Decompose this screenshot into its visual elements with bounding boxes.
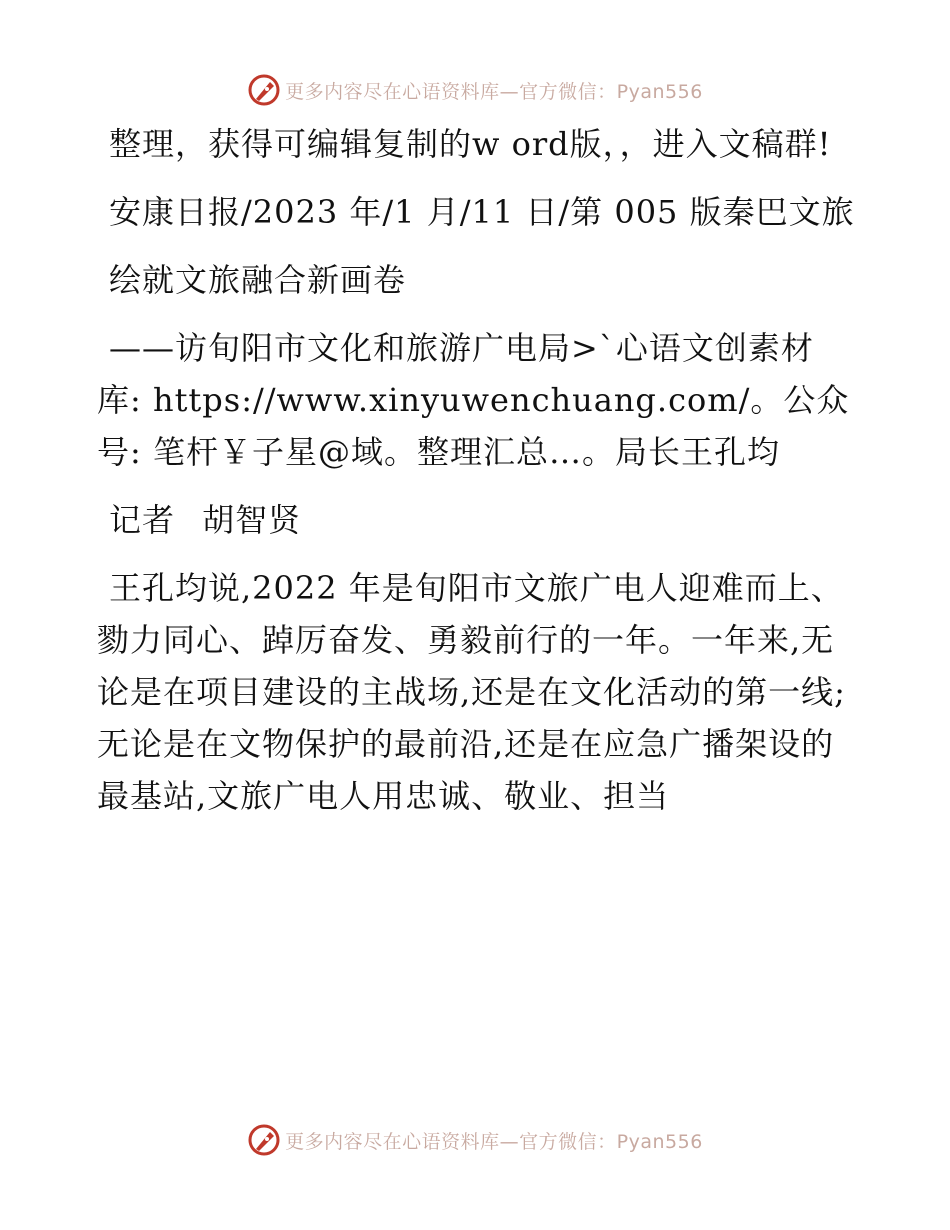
pen-nib-logo-icon xyxy=(247,1123,281,1157)
article-paragraph: 王孔均说,2022 年是旬阳市文旅广电人迎难而上、勠力同心、踔厉奋发、勇毅前行的一年。一年来,无论是在项目建设的主战场,还是在文化活动的第一线;无论是在文物保护的最前沿,还是在应急广播架设的最基站,文旅广电人用忠诚、敬业、担当 xyxy=(97,569,846,815)
footer-banner-text: 更多内容尽在心语资料库—官方微信：Pyan556 xyxy=(285,1130,703,1153)
article-source: 安康日报/2023 年/1 月/11 日/第 005 版秦巴文旅 xyxy=(109,193,855,231)
article-body xyxy=(97,118,857,822)
pen-nib-logo-icon xyxy=(247,73,281,107)
header-banner xyxy=(0,70,950,110)
footer-banner xyxy=(0,1120,950,1160)
header-banner-text: 更多内容尽在心语资料库—官方微信：Pyan556 xyxy=(285,80,703,103)
article-subheadline: ——访旬阳市文化和旅游广电局>`心语文创素材库: https://www.xinyuwenchuang.com/。公众号: 笔杆￥子星@域。整理汇总…。局长王孔均 xyxy=(97,329,850,471)
article-byline: 记者 胡智贤 xyxy=(109,501,302,539)
article-headline: 绘就文旅融合新画卷 xyxy=(109,261,407,299)
article-intro: 整理，获得可编辑复制的w ord版，，进入文稿群! xyxy=(109,125,832,163)
